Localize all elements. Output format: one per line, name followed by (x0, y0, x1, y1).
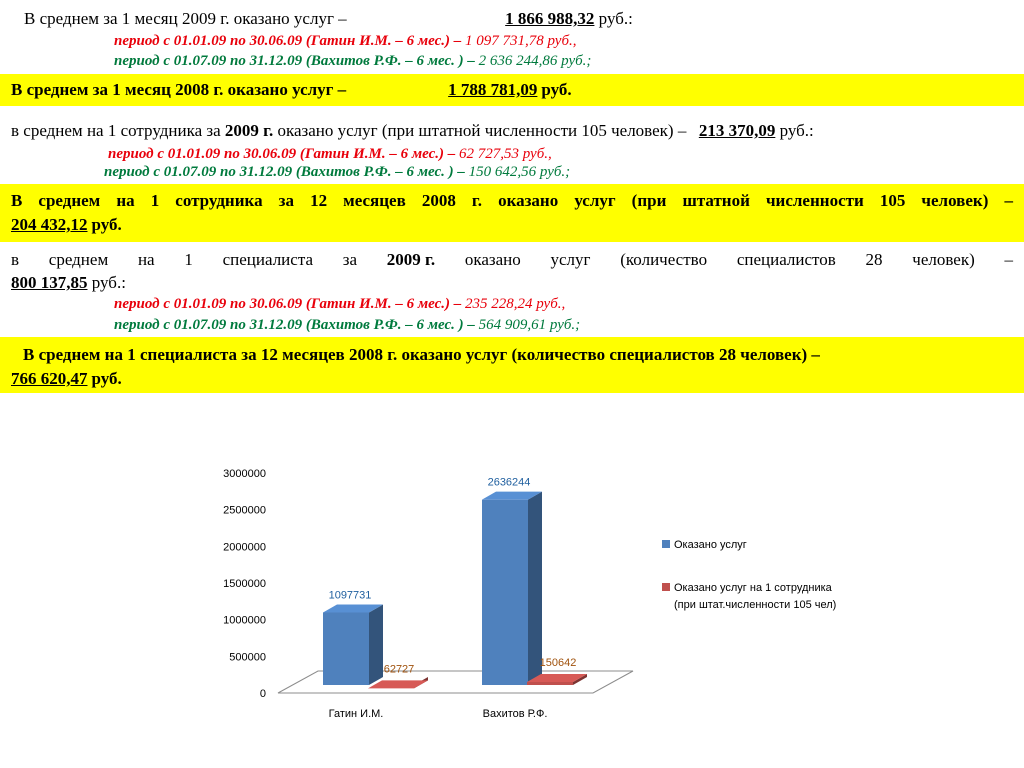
y-tick-label: 1500000 (223, 578, 266, 590)
block1-red-text: период с 01.01.09 по 30.06.09 (Гатин И.М. – 6 мес.) – (114, 33, 462, 49)
band2-suffix: руб. (91, 215, 122, 234)
band2-word: штатной (682, 191, 750, 210)
band2-word: услуг (574, 191, 616, 210)
legend-swatch (662, 583, 670, 591)
band1-suffix: руб. (541, 80, 572, 99)
band2-word: 2008 (421, 191, 456, 210)
block3-red-value: 235 228,24 руб., (465, 296, 566, 312)
block3-word: специалистов (736, 250, 836, 269)
bar-front (323, 612, 369, 685)
band2-word: В (11, 191, 23, 210)
category-label: Гатин И.М. (328, 708, 384, 720)
block3-word: (количество (620, 250, 708, 269)
band3-suffix: руб. (91, 369, 122, 388)
band2-word: – (1004, 191, 1013, 210)
band1-prefix: В среднем за 1 месяц 2008 г. оказано услуг – (11, 80, 347, 99)
band2-word: 105 (879, 191, 906, 210)
block3-year: 2009 г. (386, 250, 436, 269)
bar-front (527, 682, 573, 685)
block1-amount: 1 866 988,32 (505, 9, 595, 28)
block2-prefix: в среднем на 1 сотрудника за (11, 121, 221, 140)
data-label: 2636244 (487, 476, 531, 489)
block3-red-text: период с 01.01.09 по 30.06.09 (Гатин И.М. – 6 мес.) – (114, 296, 462, 312)
band2-word: среднем (38, 191, 101, 210)
legend-label: Оказано услуг (674, 539, 747, 551)
block2-red-text: период с 01.01.09 по 30.06.09 (Гатин И.М. – 6 мес.) – (108, 146, 456, 162)
band2-word: 12 (310, 191, 328, 210)
legend-label: (при штат.численности 105 чел) (674, 599, 837, 611)
band2-word: человек) (921, 191, 989, 210)
block2-red-value: 62 727,53 руб., (459, 146, 552, 162)
band2-word: сотрудника (175, 191, 263, 210)
block3-word: специалиста (222, 250, 313, 269)
band2-word: г. (471, 191, 482, 210)
band2-amount: 204 432,12 (11, 215, 88, 234)
block3-word: за (342, 250, 358, 269)
block3-word: 28 (865, 250, 883, 269)
y-tick-label: 2000000 (223, 541, 266, 554)
block3-word: на (137, 250, 155, 269)
data-label: 150642 (539, 656, 577, 669)
block1-red-value: 1 097 731,78 руб., (465, 33, 577, 49)
y-tick-label: 500000 (229, 651, 266, 664)
y-tick-label: 0 (259, 688, 266, 700)
y-tick-label: 2500000 (223, 504, 266, 517)
block2-middle: оказано услуг (при штатной численности 105 человек) – (277, 121, 687, 140)
block3-word: среднем (48, 250, 109, 269)
block3-word: услуг (550, 250, 591, 269)
block3-green-value: 564 909,61 руб.; (478, 317, 581, 333)
legend-label: Оказано услуг на 1 сотрудника (674, 582, 832, 594)
legend-swatch (662, 540, 670, 548)
band1-amount: 1 788 781,09 (448, 80, 538, 99)
block1-green-text: период с 01.07.09 по 31.12.09 (Вахитов Р.Ф. – 6 мес. ) – (114, 53, 475, 69)
data-label: 1097731 (328, 589, 372, 602)
category-label: Вахитов Р.Ф. (482, 708, 548, 720)
bar-side (369, 604, 383, 685)
block3-green-text: период с 01.07.09 по 31.12.09 (Вахитов Р.Ф. – 6 мес. ) – (114, 317, 475, 333)
block2-amount: 213 370,09 (698, 121, 776, 140)
band2-word: 1 (150, 191, 160, 210)
block3-suffix: руб.: (91, 273, 126, 292)
block2-year: 2009 г. (224, 121, 274, 140)
block3-word: человек) (912, 250, 975, 269)
block3-word: в (11, 250, 20, 269)
band3-amount: 766 620,47 (11, 369, 88, 388)
block3-word: 1 (184, 250, 193, 269)
band2-word: месяцев (343, 191, 406, 210)
block1-prefix: В среднем за 1 месяц 2009 г. оказано услуг – (24, 9, 347, 28)
band2-word: (при (631, 191, 667, 210)
band2-word: на (116, 191, 135, 210)
bar-front (482, 500, 528, 685)
block3-word: оказано (464, 250, 521, 269)
block1-green-value: 2 636 244,86 руб.; (478, 53, 592, 69)
block3-word: – (1004, 250, 1013, 269)
block2-suffix: руб.: (779, 121, 814, 140)
band2-word: оказано (498, 191, 559, 210)
band2-word: численности (765, 191, 864, 210)
block2-green-value: 150 642,56 руб.; (468, 164, 571, 180)
block1-suffix: руб.: (598, 9, 633, 28)
band3-line1: В среднем на 1 специалиста за 12 месяцев 2008 г. оказано услуг (количество специалистов 28 человек) – (23, 345, 820, 364)
y-tick-label: 3000000 (223, 468, 266, 480)
band2-word: за (278, 191, 294, 210)
y-tick-label: 1000000 (223, 614, 266, 627)
block3-amount: 800 137,85 (11, 273, 88, 292)
data-label: 62727 (383, 663, 415, 676)
block2-green-text: период с 01.07.09 по 31.12.09 (Вахитов Р.Ф. – 6 мес. ) – (104, 164, 465, 180)
